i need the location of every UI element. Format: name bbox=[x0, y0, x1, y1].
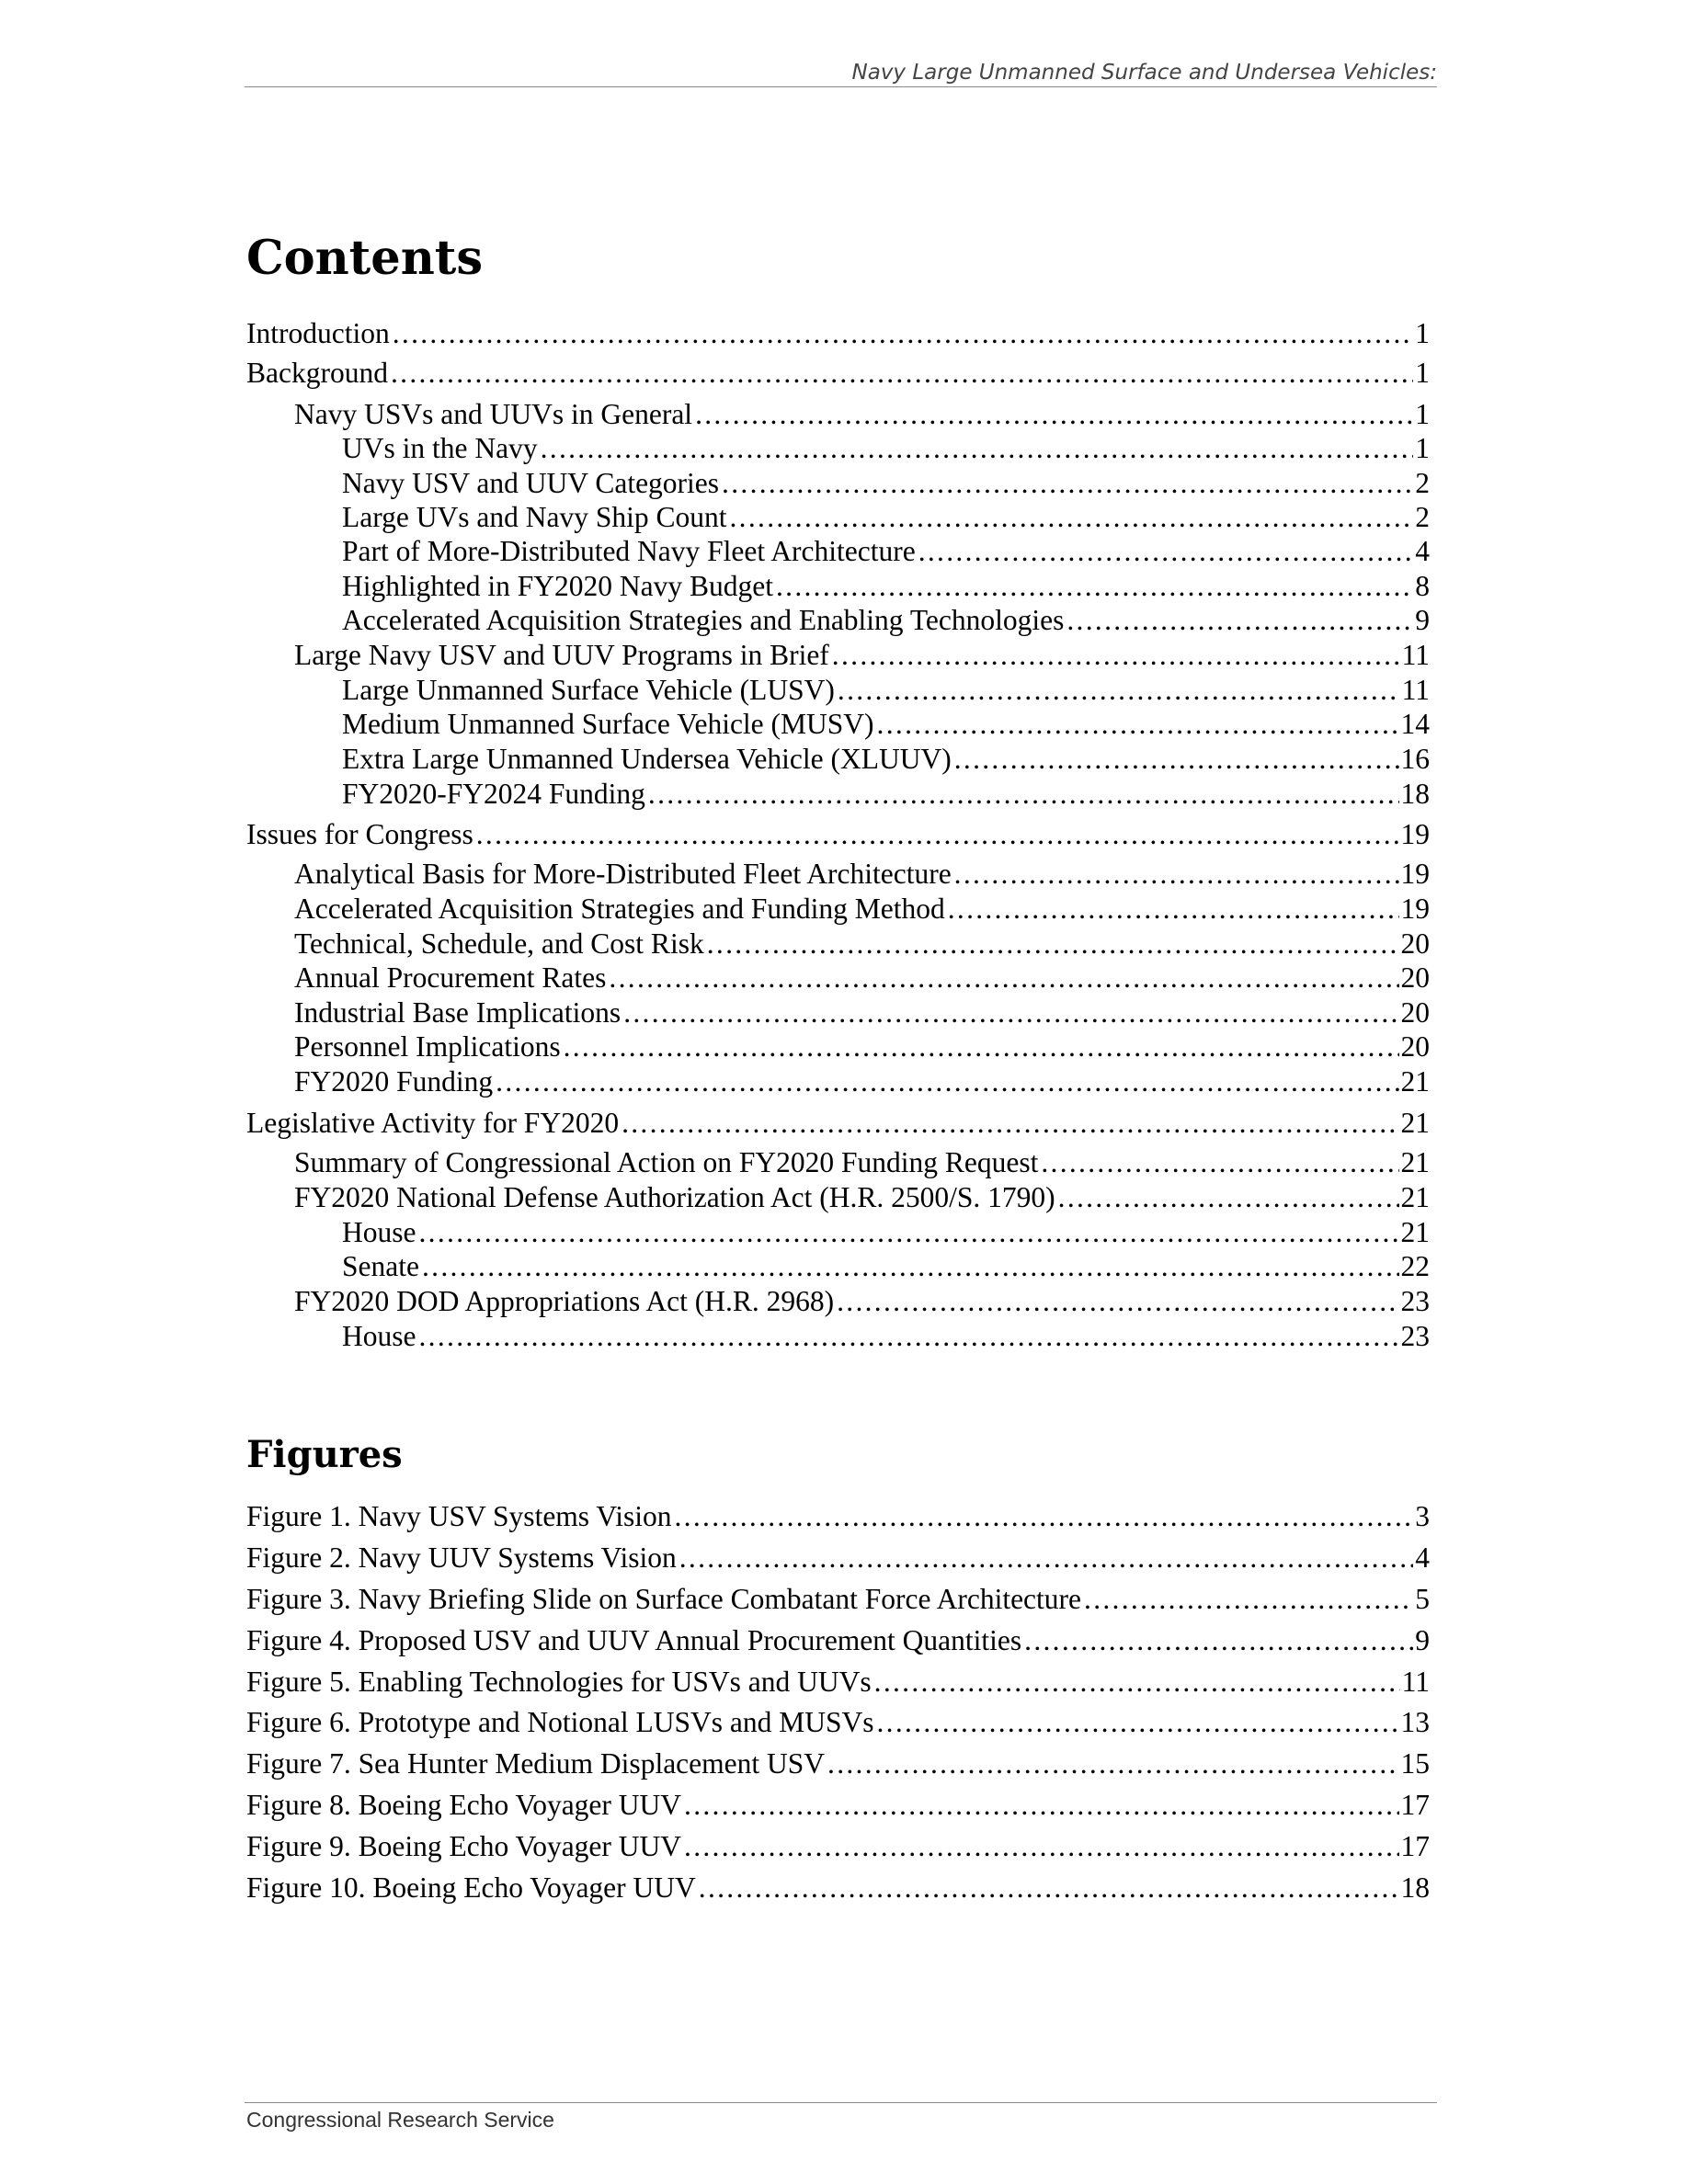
figure-entry-title: Figure 5. Enabling Technologies for USVs and UUVs bbox=[246, 1666, 872, 1698]
contents-entry-page: 19 bbox=[1400, 893, 1430, 925]
dot-leader bbox=[876, 1705, 1398, 1740]
contents-entry-title: Industrial Base Implications bbox=[294, 996, 622, 1029]
dot-leader bbox=[730, 500, 1414, 535]
dot-leader bbox=[699, 1871, 1399, 1905]
figure-entry[interactable] bbox=[246, 1746, 1430, 1781]
dot-leader bbox=[1058, 1180, 1399, 1215]
contents-entry-page: 8 bbox=[1415, 570, 1430, 602]
contents-entry[interactable] bbox=[246, 777, 1430, 812]
figure-entry-title: Figure 6. Prototype and Notional LUSVs and MUSVs bbox=[246, 1706, 874, 1738]
contents-entry[interactable] bbox=[246, 638, 1430, 673]
contents-entry-title: FY2020 National Defense Authorization Act (H.R. 2500/S. 1790) bbox=[294, 1181, 1055, 1213]
contents-entry-title: Navy USVs and UUVs in General bbox=[294, 398, 693, 430]
contents-entry-page: 1 bbox=[1415, 317, 1430, 349]
contents-entry-page: 21 bbox=[1400, 1107, 1430, 1139]
contents-entry[interactable] bbox=[246, 397, 1430, 432]
contents-entry-page: 9 bbox=[1415, 604, 1430, 636]
contents-entry-page: 20 bbox=[1400, 996, 1430, 1029]
dot-leader bbox=[1041, 1145, 1398, 1180]
dot-leader bbox=[918, 534, 1414, 569]
figure-entry[interactable] bbox=[246, 1705, 1430, 1740]
figure-entry-title: Figure 8. Boeing Echo Voyager UUV bbox=[246, 1789, 682, 1821]
header-divider bbox=[245, 86, 1437, 87]
dot-leader bbox=[564, 1029, 1399, 1064]
contents-entry-title: Annual Procurement Rates bbox=[294, 961, 607, 994]
dot-leader bbox=[948, 892, 1399, 927]
contents-entry[interactable] bbox=[246, 707, 1430, 742]
dot-leader bbox=[832, 638, 1400, 673]
contents-entry[interactable] bbox=[246, 500, 1430, 535]
figure-entry-page: 9 bbox=[1415, 1624, 1430, 1656]
contents-entry[interactable] bbox=[246, 1180, 1430, 1215]
dot-leader bbox=[609, 961, 1398, 995]
dot-leader bbox=[476, 817, 1399, 852]
contents-entry-title: Large UVs and Navy Ship Count bbox=[342, 501, 727, 533]
figure-entry-title: Figure 2. Navy UUV Systems Vision bbox=[246, 1541, 677, 1574]
dot-leader bbox=[496, 1064, 1398, 1099]
figure-entry-page: 5 bbox=[1415, 1583, 1430, 1615]
dot-leader bbox=[419, 1319, 1399, 1354]
contents-entry-title: Large Unmanned Surface Vehicle (LUSV) bbox=[342, 674, 835, 706]
contents-entry-page: 19 bbox=[1400, 858, 1430, 890]
contents-entry-title: Summary of Congressional Action on FY2020 Funding Request bbox=[294, 1146, 1039, 1178]
contents-entry[interactable] bbox=[246, 1064, 1430, 1099]
dot-leader bbox=[675, 1499, 1414, 1534]
figure-entry[interactable] bbox=[246, 1499, 1430, 1534]
figure-entry-page: 13 bbox=[1400, 1706, 1430, 1738]
contents-entry-title: Part of More-Distributed Navy Fleet Architecture bbox=[342, 535, 916, 567]
dot-leader bbox=[684, 1829, 1398, 1864]
figure-entry[interactable] bbox=[246, 1541, 1430, 1575]
contents-entry-page: 21 bbox=[1400, 1216, 1430, 1248]
figure-entry-title: Figure 7. Sea Hunter Medium Displacement USV bbox=[246, 1747, 826, 1780]
contents-entry-page: 16 bbox=[1400, 743, 1430, 775]
contents-entry-page: 1 bbox=[1415, 357, 1430, 389]
dot-leader bbox=[622, 1106, 1398, 1141]
contents-entry-page: 18 bbox=[1400, 778, 1430, 810]
contents-entry[interactable] bbox=[246, 1319, 1430, 1354]
contents-entry-title: FY2020 Funding bbox=[294, 1065, 494, 1098]
figure-entry-page: 3 bbox=[1415, 1500, 1430, 1532]
contents-entry-page: 20 bbox=[1400, 927, 1430, 960]
contents-entry-page: 21 bbox=[1400, 1065, 1430, 1098]
contents-entry[interactable] bbox=[246, 1106, 1430, 1141]
contents-entry-page: 19 bbox=[1400, 818, 1430, 850]
contents-entry[interactable] bbox=[246, 569, 1430, 604]
dot-leader bbox=[419, 1215, 1399, 1250]
figure-entry[interactable] bbox=[246, 1582, 1430, 1617]
contents-entry-title: Introduction bbox=[246, 317, 390, 349]
contents-entry[interactable] bbox=[246, 431, 1430, 466]
figure-entry[interactable] bbox=[246, 1871, 1430, 1905]
contents-entry[interactable] bbox=[246, 1145, 1430, 1180]
dot-leader bbox=[1024, 1623, 1413, 1658]
contents-entry-title: Accelerated Acquisition Strategies and Funding Method bbox=[294, 893, 945, 925]
dot-leader bbox=[722, 466, 1413, 501]
contents-heading: Contents bbox=[246, 231, 484, 286]
contents-entry-title: FY2020 DOD Appropriations Act (H.R. 2968) bbox=[294, 1285, 835, 1317]
figure-entry-title: Figure 1. Navy USV Systems Vision bbox=[246, 1500, 672, 1532]
contents-entry[interactable] bbox=[246, 466, 1430, 501]
contents-entry-page: 23 bbox=[1400, 1285, 1430, 1317]
contents-entry-title: Medium Unmanned Surface Vehicle (MUSV) bbox=[342, 708, 874, 740]
figure-entry[interactable] bbox=[246, 1665, 1430, 1700]
contents-entry[interactable] bbox=[246, 742, 1430, 777]
contents-entry-page: 1 bbox=[1415, 398, 1430, 430]
figure-entry-page: 17 bbox=[1400, 1830, 1430, 1862]
contents-entry[interactable] bbox=[246, 857, 1430, 892]
contents-entry-title: UVs in the Navy bbox=[342, 432, 538, 464]
figure-entry[interactable] bbox=[246, 1788, 1430, 1823]
contents-entry-title: Accelerated Acquisition Strategies and Enabling Technologies bbox=[342, 604, 1065, 636]
contents-entry-page: 22 bbox=[1400, 1250, 1430, 1282]
contents-entry-title: Issues for Congress bbox=[246, 818, 473, 850]
dot-leader bbox=[877, 707, 1399, 742]
contents-entry-title: Analytical Basis for More-Distributed Fleet Architecture bbox=[294, 858, 952, 890]
dot-leader bbox=[422, 1249, 1399, 1284]
figure-entry-page: 18 bbox=[1400, 1871, 1430, 1904]
contents-entry-page: 11 bbox=[1401, 639, 1430, 671]
dot-leader bbox=[391, 356, 1413, 391]
contents-entry-title: House bbox=[342, 1216, 416, 1248]
contents-entry-title: Background bbox=[246, 357, 388, 389]
running-header: Navy Large Unmanned Surface and Undersea Vehicles: bbox=[851, 61, 1437, 85]
contents-entry-title: Technical, Schedule, and Cost Risk bbox=[294, 927, 704, 960]
dot-leader bbox=[954, 857, 1399, 892]
contents-entry[interactable] bbox=[246, 1284, 1430, 1319]
dot-leader bbox=[827, 1746, 1398, 1781]
figure-entry[interactable] bbox=[246, 1829, 1430, 1864]
dot-leader bbox=[541, 431, 1414, 466]
contents-entry[interactable] bbox=[246, 961, 1430, 995]
figure-entry[interactable] bbox=[246, 1623, 1430, 1658]
contents-entry-title: Personnel Implications bbox=[294, 1030, 561, 1063]
dot-leader bbox=[874, 1665, 1400, 1700]
figure-entry-title: Figure 4. Proposed USV and UUV Annual Procurement Quantities bbox=[246, 1624, 1022, 1656]
contents-entry-title: Navy USV and UUV Categories bbox=[342, 467, 720, 499]
figure-entry-title: Figure 3. Navy Briefing Slide on Surface Combatant Force Architecture bbox=[246, 1583, 1082, 1615]
contents-entry-page: 1 bbox=[1415, 432, 1430, 464]
footer-divider bbox=[245, 2102, 1437, 2103]
dot-leader bbox=[838, 673, 1400, 708]
dot-leader bbox=[393, 316, 1414, 351]
figure-entry-title: Figure 10. Boeing Echo Voyager UUV bbox=[246, 1871, 696, 1904]
figure-entry-title: Figure 9. Boeing Echo Voyager UUV bbox=[246, 1830, 682, 1862]
figure-entry-page: 17 bbox=[1400, 1789, 1430, 1821]
footer-text: Congressional Research Service bbox=[246, 2108, 554, 2132]
contents-entry-title: Highlighted in FY2020 Navy Budget bbox=[342, 570, 773, 602]
dot-leader bbox=[1084, 1582, 1413, 1617]
contents-entry-page: 14 bbox=[1400, 708, 1430, 740]
contents-entry-page: 2 bbox=[1415, 501, 1430, 533]
contents-entry-page: 11 bbox=[1401, 674, 1430, 706]
figure-entry-page: 11 bbox=[1401, 1666, 1430, 1698]
dot-leader bbox=[954, 742, 1399, 777]
contents-entry[interactable] bbox=[246, 817, 1430, 852]
figure-entry-page: 4 bbox=[1415, 1541, 1430, 1574]
contents-entry[interactable] bbox=[246, 1215, 1430, 1250]
contents-entry-page: 20 bbox=[1400, 961, 1430, 994]
contents-entry[interactable] bbox=[246, 995, 1430, 1030]
contents-entry-title: House bbox=[342, 1320, 416, 1352]
contents-entry-page: 4 bbox=[1415, 535, 1430, 567]
dot-leader bbox=[695, 397, 1413, 432]
dot-leader bbox=[648, 777, 1399, 812]
figures-heading: Figures bbox=[246, 1433, 403, 1476]
contents-entry[interactable] bbox=[246, 927, 1430, 961]
contents-entry-title: FY2020-FY2024 Funding bbox=[342, 778, 645, 810]
contents-entry[interactable] bbox=[246, 892, 1430, 927]
contents-entry-page: 21 bbox=[1400, 1146, 1430, 1178]
dot-leader bbox=[684, 1788, 1398, 1823]
contents-entry-title: Extra Large Unmanned Undersea Vehicle (XLUUV) bbox=[342, 743, 952, 775]
figure-entry-page: 15 bbox=[1400, 1747, 1430, 1780]
contents-entry[interactable] bbox=[246, 316, 1430, 351]
dot-leader bbox=[837, 1284, 1398, 1319]
dot-leader bbox=[1066, 603, 1413, 638]
contents-entry[interactable] bbox=[246, 603, 1430, 638]
contents-entry-title: Legislative Activity for FY2020 bbox=[246, 1107, 620, 1139]
contents-entry[interactable] bbox=[246, 1029, 1430, 1064]
contents-entry[interactable] bbox=[246, 356, 1430, 391]
contents-entry-page: 23 bbox=[1400, 1320, 1430, 1352]
dot-leader bbox=[679, 1541, 1414, 1575]
contents-entry-title: Senate bbox=[342, 1250, 419, 1282]
contents-entry[interactable] bbox=[246, 1249, 1430, 1284]
contents-entry[interactable] bbox=[246, 534, 1430, 569]
contents-entry-title: Large Navy USV and UUV Programs in Brief bbox=[294, 639, 829, 671]
contents-entry-page: 2 bbox=[1415, 467, 1430, 499]
contents-entry-page: 21 bbox=[1400, 1181, 1430, 1213]
dot-leader bbox=[707, 927, 1399, 961]
dot-leader bbox=[623, 995, 1398, 1030]
contents-entry[interactable] bbox=[246, 673, 1430, 708]
contents-entry-page: 20 bbox=[1400, 1030, 1430, 1063]
dot-leader bbox=[776, 569, 1413, 604]
